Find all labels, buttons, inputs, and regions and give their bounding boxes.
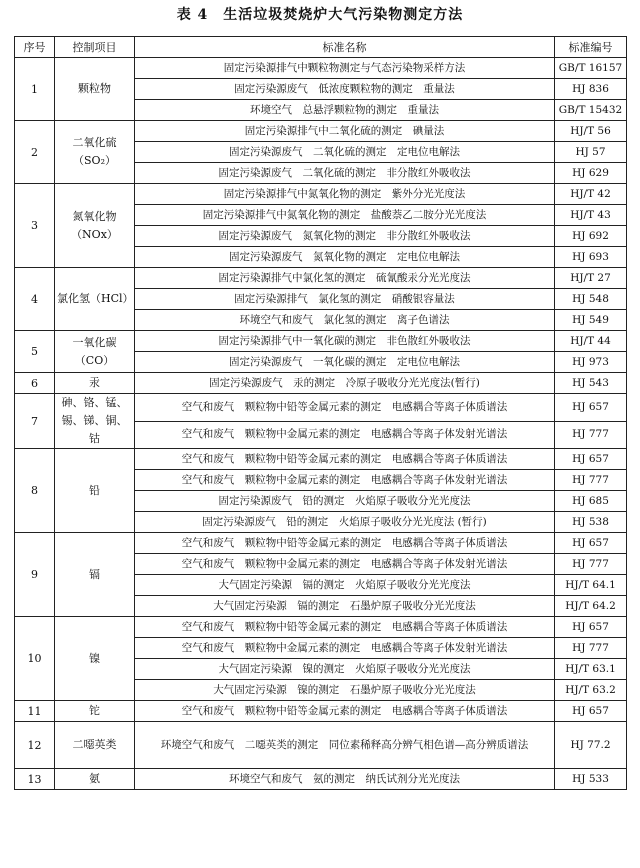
control-item: 镍 xyxy=(55,617,135,701)
standard-name: 固定污染源排气中氮氧化物的测定 紫外分光光度法 xyxy=(135,184,555,205)
standard-code: GB/T 15432 xyxy=(555,100,627,121)
standard-code: HJ/T 63.2 xyxy=(555,680,627,701)
control-item: 砷、铬、锰、锡、锑、铜、钴 xyxy=(55,394,135,449)
table-row xyxy=(15,617,627,638)
control-item: 颗粒物 xyxy=(55,58,135,121)
standard-code: HJ 657 xyxy=(555,617,627,638)
standard-code: HJ 543 xyxy=(555,373,627,394)
standard-code: HJ/T 63.1 xyxy=(555,659,627,680)
standard-code: HJ/T 64.2 xyxy=(555,596,627,617)
table-row xyxy=(15,722,627,769)
standard-name: 固定污染源废气 氮氧化物的测定 定电位电解法 xyxy=(135,247,555,268)
standard-name: 固定污染源废气 二氧化硫的测定 定电位电解法 xyxy=(135,142,555,163)
control-item: 氯化氢（HCl） xyxy=(55,268,135,331)
header-item: 控制项目 xyxy=(55,37,135,58)
standard-code: HJ 657 xyxy=(555,533,627,554)
standard-code: HJ 657 xyxy=(555,394,627,422)
standard-name: 固定污染源排气中氯化氢的测定 硫氰酸汞分光光度法 xyxy=(135,268,555,289)
row-number: 1 xyxy=(15,58,55,121)
row-number: 3 xyxy=(15,184,55,268)
standard-code: HJ 57 xyxy=(555,142,627,163)
standard-code: HJ 777 xyxy=(555,554,627,575)
table-caption: 表 4 生活垃圾焚烧炉大气污染物测定方法 xyxy=(176,7,464,23)
standard-code: HJ 533 xyxy=(555,769,627,790)
standard-name: 空气和废气 颗粒物中铅等金属元素的测定 电感耦合等离子体质谱法 xyxy=(135,533,555,554)
control-item: 一氧化碳（CO） xyxy=(55,331,135,373)
standard-code: HJ 777 xyxy=(555,470,627,491)
standard-name: 空气和废气 颗粒物中金属元素的测定 电感耦合等离子体发射光谱法 xyxy=(135,470,555,491)
standard-name: 大气固定污染源 镉的测定 火焰原子吸收分光光度法 xyxy=(135,575,555,596)
row-number: 12 xyxy=(15,722,55,769)
standard-code: HJ 777 xyxy=(555,638,627,659)
standard-code: HJ 973 xyxy=(555,352,627,373)
control-item: 二噁英类 xyxy=(55,722,135,769)
standard-name: 固定污染源排气中氮氧化物的测定 盐酸萘乙二胺分光光度法 xyxy=(135,205,555,226)
row-number: 6 xyxy=(15,373,55,394)
standard-name: 固定污染源废气 低浓度颗粒物的测定 重量法 xyxy=(135,79,555,100)
standard-name: 大气固定污染源 镉的测定 石墨炉原子吸收分光光度法 xyxy=(135,596,555,617)
control-item: 氨 xyxy=(55,769,135,790)
standard-code: HJ 538 xyxy=(555,512,627,533)
standard-code: HJ 629 xyxy=(555,163,627,184)
row-number: 8 xyxy=(15,449,55,533)
standard-code: HJ/T 44 xyxy=(555,331,627,352)
standard-name: 环境空气 总悬浮颗粒物的测定 重量法 xyxy=(135,100,555,121)
table-row xyxy=(15,701,627,722)
standard-name: 固定污染源废气 氮氧化物的测定 非分散红外吸收法 xyxy=(135,226,555,247)
row-number: 5 xyxy=(15,331,55,373)
standard-name: 固定污染源排气 氯化氢的测定 硝酸银容量法 xyxy=(135,289,555,310)
table-row xyxy=(15,184,627,205)
standard-name: 空气和废气 颗粒物中铅等金属元素的测定 电感耦合等离子体质谱法 xyxy=(135,449,555,470)
table-row xyxy=(15,373,627,394)
control-item: 二氧化硫（SO₂） xyxy=(55,121,135,184)
standard-name: 空气和废气 颗粒物中铅等金属元素的测定 电感耦合等离子体质谱法 xyxy=(135,701,555,722)
standards-table xyxy=(14,36,627,790)
standard-name: 空气和废气 颗粒物中铅等金属元素的测定 电感耦合等离子体质谱法 xyxy=(135,394,555,422)
standard-code: HJ 685 xyxy=(555,491,627,512)
standard-name: 固定污染源排气中一氧化碳的测定 非色散红外吸收法 xyxy=(135,331,555,352)
table-row xyxy=(15,121,627,142)
header-code: 标准编号 xyxy=(555,37,627,58)
standard-name: 固定污染源废气 一氧化碳的测定 定电位电解法 xyxy=(135,352,555,373)
standard-name: 固定污染源废气 铅的测定 火焰原子吸收分光光度法 xyxy=(135,491,555,512)
control-item: 氮氧化物（NOx） xyxy=(55,184,135,268)
standard-code: HJ 657 xyxy=(555,449,627,470)
control-item: 镉 xyxy=(55,533,135,617)
standard-code: HJ 657 xyxy=(555,701,627,722)
standard-code: HJ 836 xyxy=(555,79,627,100)
table-row xyxy=(15,449,627,470)
header-row xyxy=(15,37,627,58)
standard-name: 大气固定污染源 镍的测定 火焰原子吸收分光光度法 xyxy=(135,659,555,680)
table-body xyxy=(15,58,627,790)
standard-code: HJ/T 43 xyxy=(555,205,627,226)
table-row xyxy=(15,268,627,289)
control-item: 铊 xyxy=(55,701,135,722)
standard-code: HJ 77.2 xyxy=(555,722,627,769)
control-item: 铅 xyxy=(55,449,135,533)
standard-name: 环境空气和废气 氯化氢的测定 离子色谱法 xyxy=(135,310,555,331)
row-number: 7 xyxy=(15,394,55,449)
header-name: 标准名称 xyxy=(135,37,555,58)
standard-code: HJ/T 56 xyxy=(555,121,627,142)
standard-code: HJ 549 xyxy=(555,310,627,331)
standard-name: 固定污染源废气 铅的测定 火焰原子吸收分光光度法 (暂行) xyxy=(135,512,555,533)
standard-name: 固定污染源废气 二氧化硫的测定 非分散红外吸收法 xyxy=(135,163,555,184)
standard-name: 大气固定污染源 镍的测定 石墨炉原子吸收分光光度法 xyxy=(135,680,555,701)
standard-name: 空气和废气 颗粒物中金属元素的测定 电感耦合等离子体发射光谱法 xyxy=(135,638,555,659)
standard-name: 空气和废气 颗粒物中铅等金属元素的测定 电感耦合等离子体质谱法 xyxy=(135,617,555,638)
standard-code: HJ 693 xyxy=(555,247,627,268)
row-number: 11 xyxy=(15,701,55,722)
header-no: 序号 xyxy=(15,37,55,58)
row-number: 4 xyxy=(15,268,55,331)
standard-name: 空气和废气 颗粒物中金属元素的测定 电感耦合等离子体发射光谱法 xyxy=(135,554,555,575)
standard-name: 固定污染源废气 汞的测定 冷原子吸收分光光度法(暂行) xyxy=(135,373,555,394)
row-number: 9 xyxy=(15,533,55,617)
table-row xyxy=(15,331,627,352)
standard-name: 固定污染源排气中颗粒物测定与气态污染物采样方法 xyxy=(135,58,555,79)
standard-name: 固定污染源排气中二氧化硫的测定 碘量法 xyxy=(135,121,555,142)
standard-code: HJ 692 xyxy=(555,226,627,247)
table-row xyxy=(15,533,627,554)
standard-code: HJ 548 xyxy=(555,289,627,310)
standard-name: 环境空气和废气 二噁英类的测定 同位素稀释高分辨气相色谱—高分辨质谱法 xyxy=(135,722,555,769)
standard-name: 环境空气和废气 氨的测定 纳氏试剂分光光度法 xyxy=(135,769,555,790)
standard-name: 空气和废气 颗粒物中金属元素的测定 电感耦合等离子体发射光谱法 xyxy=(135,421,555,449)
row-number: 10 xyxy=(15,617,55,701)
row-number: 2 xyxy=(15,121,55,184)
table-row xyxy=(15,769,627,790)
table-row xyxy=(15,58,627,79)
row-number: 13 xyxy=(15,769,55,790)
standard-code: HJ/T 64.1 xyxy=(555,575,627,596)
standard-code: GB/T 16157 xyxy=(555,58,627,79)
table-row xyxy=(15,394,627,422)
standard-code: HJ/T 27 xyxy=(555,268,627,289)
control-item: 汞 xyxy=(55,373,135,394)
standard-code: HJ 777 xyxy=(555,421,627,449)
standard-code: HJ/T 42 xyxy=(555,184,627,205)
